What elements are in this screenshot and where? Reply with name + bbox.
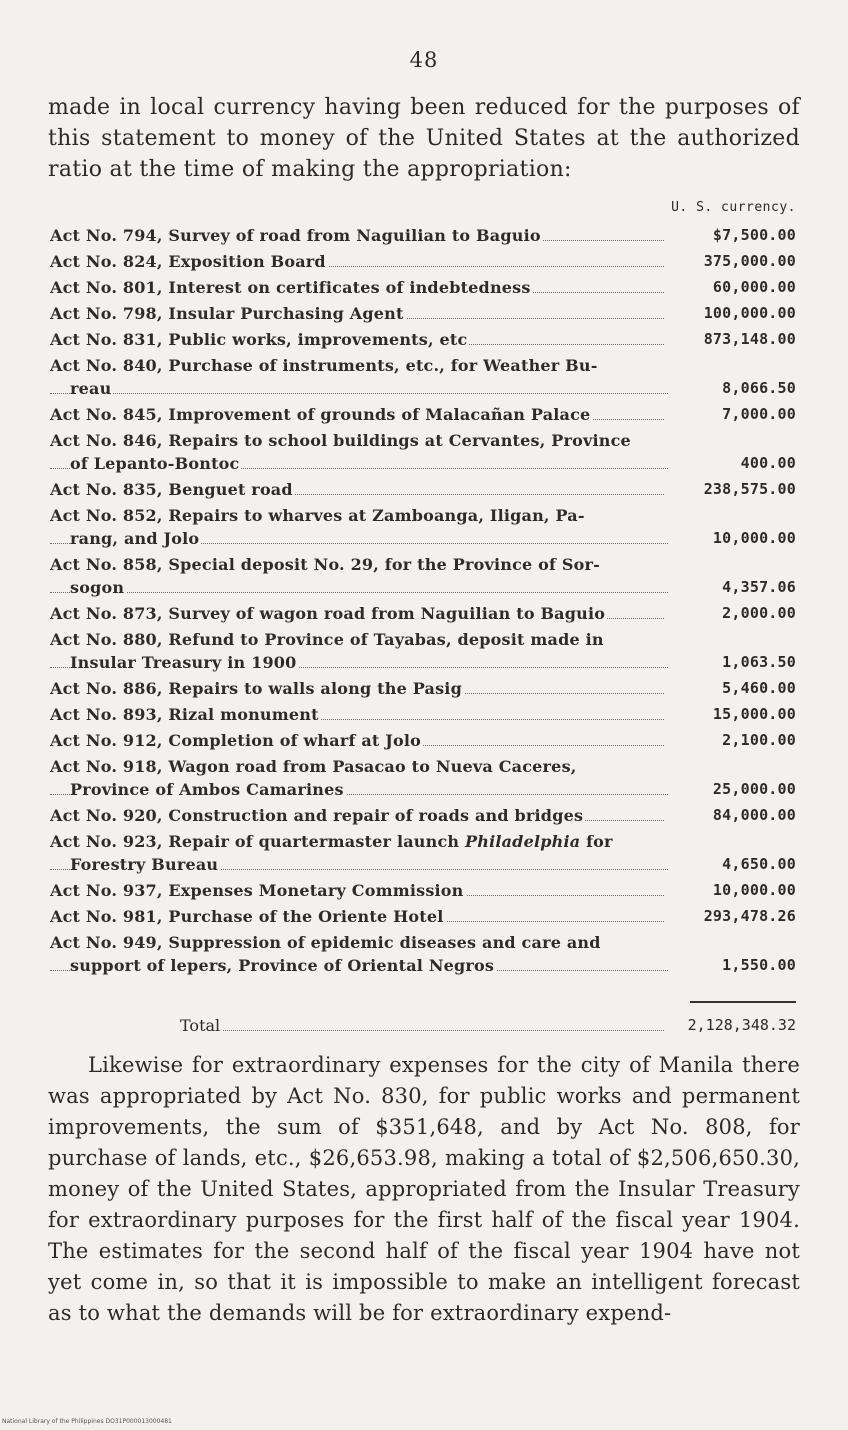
entry-amount: 84,000.00	[712, 806, 796, 824]
entry-text: support of lepers, Province of Oriental Negros	[70, 956, 495, 975]
entry-text: Act No. 873, Survey of wagon road from Naguilian to Baguio	[50, 604, 606, 623]
entry-amount: 2,100.00	[722, 731, 796, 749]
total-amount: 2,128,348.32	[687, 1016, 796, 1034]
entry-text: Act No. 798, Insular Purchasing Agent	[50, 304, 404, 323]
entry-row	[50, 527, 796, 550]
entry-row	[50, 954, 796, 977]
entry-first-line	[50, 504, 796, 527]
entry-description	[50, 377, 668, 400]
appropriations-list	[50, 224, 796, 980]
entry-amount: 8,066.50	[722, 379, 796, 397]
intro-paragraph: made in local currency having been reduced for the purposes of this statement to money of the United States at the authorized ratio at the time of making the appropriation:	[48, 95, 800, 182]
entry-description-first: Act No. 918, Wagon road from Pasacao to Nueva Caceres,	[50, 757, 577, 776]
entry-description	[50, 905, 664, 928]
entry-amount: 10,000.00	[712, 881, 796, 899]
entry-description-first: Act No. 840, Purchase of instruments, etc., for Weather Bu-	[50, 356, 598, 375]
entry-text: Province of Ambos Camarines	[70, 780, 344, 799]
entry-description-first: Act No. 852, Repairs to wharves at Zamboanga, Iligan, Pa-	[50, 506, 585, 525]
entry-description	[50, 452, 668, 475]
entry-description	[50, 478, 664, 501]
entry-description	[50, 677, 664, 700]
entry-description	[50, 276, 664, 299]
entry-row	[50, 250, 796, 273]
page-number: 48	[409, 48, 439, 72]
entry-description	[50, 954, 668, 977]
entry-amount: 7,000.00	[722, 405, 796, 423]
entry-row	[50, 804, 796, 827]
entry-description-first: Act No. 923, Repair of quartermaster launch Philadelphia for	[50, 832, 613, 851]
entry-first-line	[50, 553, 796, 576]
total-label-cell	[50, 1014, 664, 1037]
total-rule	[690, 1001, 796, 1003]
entry-description	[50, 778, 668, 801]
entry-row	[50, 602, 796, 625]
entry-row	[50, 224, 796, 247]
entry-amount: 400.00	[740, 454, 796, 472]
entry-row	[50, 302, 796, 325]
entry-text: Forestry Bureau	[70, 855, 219, 874]
entry-first-line	[50, 755, 796, 778]
entry-row	[50, 478, 796, 501]
entry-row	[50, 328, 796, 351]
entry-description-first: Act No. 949, Suppression of epidemic diseases and care and	[50, 933, 601, 952]
entry-description	[50, 729, 664, 752]
entry-amount: 10,000.00	[712, 529, 796, 547]
entry-row	[50, 853, 796, 876]
entry-row	[50, 651, 796, 674]
entry-amount: 4,357.06	[722, 578, 796, 596]
entry-text: Act No. 920, Construction and repair of roads and bridges	[50, 806, 584, 825]
entry-text: Act No. 835, Benguet road	[50, 480, 293, 499]
entry-amount: 25,000.00	[712, 780, 796, 798]
entry-amount: 4,650.00	[722, 855, 796, 873]
entry-description	[50, 602, 664, 625]
entry-row	[50, 703, 796, 726]
entry-amount: 238,575.00	[703, 480, 796, 498]
entry-amount: 1,063.50	[722, 653, 796, 671]
total-label: Total	[180, 1016, 221, 1035]
entry-description	[50, 250, 664, 273]
entry-row	[50, 276, 796, 299]
entry-row	[50, 576, 796, 599]
entry-row	[50, 778, 796, 801]
leader-dots	[50, 592, 668, 593]
entry-amount: 5,460.00	[722, 679, 796, 697]
entry-description	[50, 651, 668, 674]
entry-amount: 60,000.00	[712, 278, 796, 296]
entry-text: Act No. 893, Rizal monument	[50, 705, 319, 724]
entry-text: reau	[70, 379, 112, 398]
entry-description	[50, 576, 668, 599]
entry-row	[50, 377, 796, 400]
entry-description-first: Act No. 880, Refund to Province of Tayabas, deposit made in	[50, 630, 604, 649]
entry-row	[50, 729, 796, 752]
entry-first-line	[50, 931, 796, 954]
entry-amount: 873,148.00	[703, 330, 796, 348]
entry-text: Act No. 912, Completion of wharf at Jolo	[50, 731, 422, 750]
entry-text: sogon	[70, 578, 125, 597]
entry-text: Act No. 794, Survey of road from Naguilian to Baguio	[50, 226, 541, 245]
entry-amount: 375,000.00	[703, 252, 796, 270]
entry-text: Act No. 937, Expenses Monetary Commission	[50, 881, 464, 900]
entry-row	[50, 677, 796, 700]
entry-amount: 2,000.00	[722, 604, 796, 622]
entry-amount: 15,000.00	[712, 705, 796, 723]
entry-text: of Lepanto-Bontoc	[70, 454, 240, 473]
body-paragraph: Likewise for extraordinary expenses for the city of Manila there was appropriated by Act No. 830, for public works and permanent improvements, the sum of $351,648, and by Act No. 808, for purchase of lands, etc., $26,653.98, making a total of $2,506,650.30, money of the United States, appropriated from the Insular Treasury for extraordinary purposes for the first half of the fiscal year 1904. The estimates for the second half of the fiscal year 1904 have not yet come in, so that it is impossible to make an intelligent forecast as to what the demands will be for extraordinary expend-	[48, 1053, 800, 1325]
entry-description	[50, 879, 664, 902]
entry-text: Act No. 981, Purchase of the Oriente Hotel	[50, 907, 444, 926]
footer-credit: National Library of the Philippines DO31P000013000481	[2, 1418, 172, 1425]
ship-name: Philadelphia	[465, 832, 581, 851]
entry-text: rang, and Jolo	[70, 529, 200, 548]
entry-description	[50, 302, 664, 325]
entry-row	[50, 452, 796, 475]
entry-text: Act No. 831, Public works, improvements, etc	[50, 330, 468, 349]
entry-description	[50, 328, 664, 351]
entry-amount: 1,550.00	[722, 956, 796, 974]
entry-first-line	[50, 354, 796, 377]
entry-description	[50, 403, 664, 426]
entry-description	[50, 703, 664, 726]
entry-description-first: Act No. 858, Special deposit No. 29, for the Province of Sor-	[50, 555, 600, 574]
entry-amount: 293,478.26	[703, 907, 796, 925]
entry-text: Act No. 845, Improvement of grounds of Malacañan Palace	[50, 405, 591, 424]
total-row	[50, 1014, 796, 1037]
entry-amount: $7,500.00	[712, 226, 796, 244]
entry-description	[50, 804, 664, 827]
entry-text: Insular Treasury in 1900	[70, 653, 297, 672]
entry-row	[50, 905, 796, 928]
entry-description	[50, 224, 664, 247]
entry-text: Act No. 824, Exposition Board	[50, 252, 326, 271]
entry-first-line	[50, 628, 796, 651]
entry-row	[50, 403, 796, 426]
entry-row	[50, 879, 796, 902]
currency-column-header: U. S. currency.	[671, 200, 796, 215]
entry-first-line	[50, 429, 796, 452]
entry-first-line	[50, 830, 796, 853]
entry-text: Act No. 886, Repairs to walls along the Pasig	[50, 679, 462, 698]
entry-description	[50, 853, 668, 876]
entry-description	[50, 527, 668, 550]
leader-dots	[50, 393, 668, 394]
leader-dots	[180, 1030, 664, 1031]
entry-description-first: Act No. 846, Repairs to school buildings at Cervantes, Province	[50, 431, 631, 450]
entry-amount: 100,000.00	[703, 304, 796, 322]
entry-text: Act No. 801, Interest on certificates of indebtedness	[50, 278, 531, 297]
